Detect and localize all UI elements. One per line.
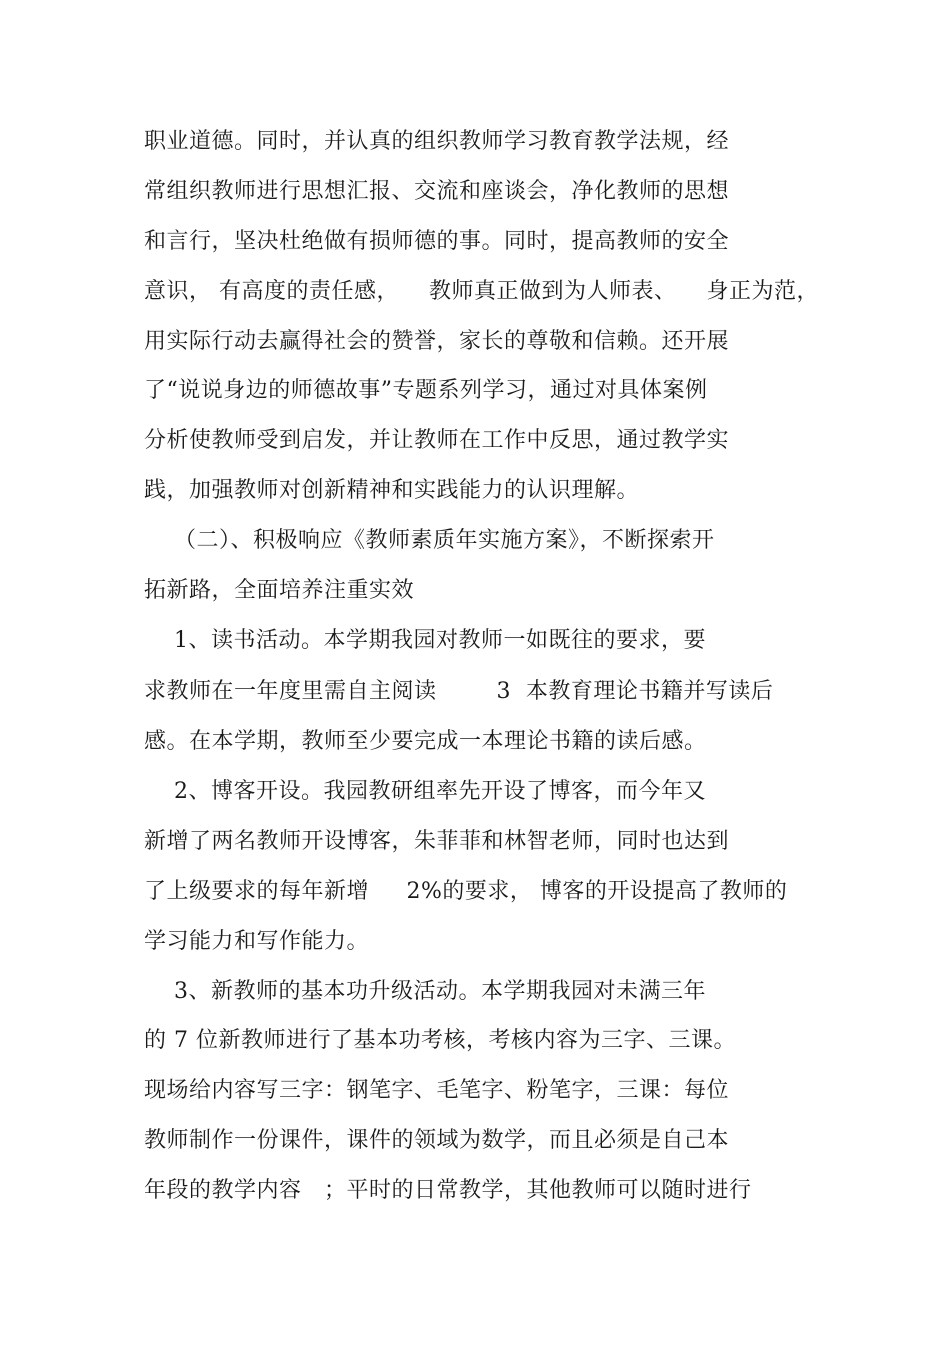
text-line: 用实际行动去赢得社会的赞誉，家长的尊敬和信赖。还开展 xyxy=(144,329,730,354)
text-line: 职业道德。同时，并认真的组织教师学习教育教学法规，经 xyxy=(144,129,730,154)
text-line: 学习能力和写作能力。 xyxy=(144,929,370,954)
text-line: 新增了两名教师开设博客，朱菲菲和林智老师，同时也达到 xyxy=(144,829,730,854)
text-line: 1、读书活动。本学期我园对教师一如既往的要求，要 xyxy=(144,628,706,653)
text-line: 的 7 位新教师进行了基本功考核，考核内容为三字、三课。 xyxy=(144,1028,736,1053)
text-line: 3、新教师的基本功升级活动。本学期我园对未满三年 xyxy=(144,979,706,1004)
text-line: 意识， 有高度的责任感， 教师真正做到为人师表、 身正为范， xyxy=(144,279,819,304)
section-heading: （二）、积极响应《教师素质年实施方案》，不断探索开 xyxy=(144,528,715,553)
section-heading: 拓新路，全面培养注重实效 xyxy=(144,578,415,603)
text-line: 和言行，坚决杜绝做有损师德的事。同时，提高教师的安全 xyxy=(144,229,730,254)
text-line: 感。在本学期，教师至少要完成一本理论书籍的读后感。 xyxy=(144,729,707,754)
text-line: 分析使教师受到启发，并让教师在工作中反思，通过教学实 xyxy=(144,428,730,453)
text-line: 求教师在一年度里需自主阅读 3 本教育理论书籍并写读后 xyxy=(144,679,774,704)
text-line: 践，加强教师对创新精神和实践能力的认识理解。 xyxy=(144,478,640,503)
text-line: 年段的教学内容 ；平时的日常教学，其他教师可以随时进行 xyxy=(144,1178,752,1203)
text-line: 了上级要求的每年新增 2%的要求， 博客的开设提高了教师的 xyxy=(144,879,788,904)
text-line: 教师制作一份课件，课件的领域为数学，而且必须是自己本 xyxy=(144,1128,730,1153)
text-line: 了“说说身边的师德故事”专题系列学习，通过对具体案例 xyxy=(144,378,708,403)
text-line: 现场给内容写三字：钢笔字、毛笔字、粉笔字，三课：每位 xyxy=(144,1078,730,1103)
text-line: 常组织教师进行思想汇报、交流和座谈会，净化教师的思想 xyxy=(144,179,730,204)
text-line: 2、博客开设。我园教研组率先开设了博客，而今年又 xyxy=(144,779,706,804)
